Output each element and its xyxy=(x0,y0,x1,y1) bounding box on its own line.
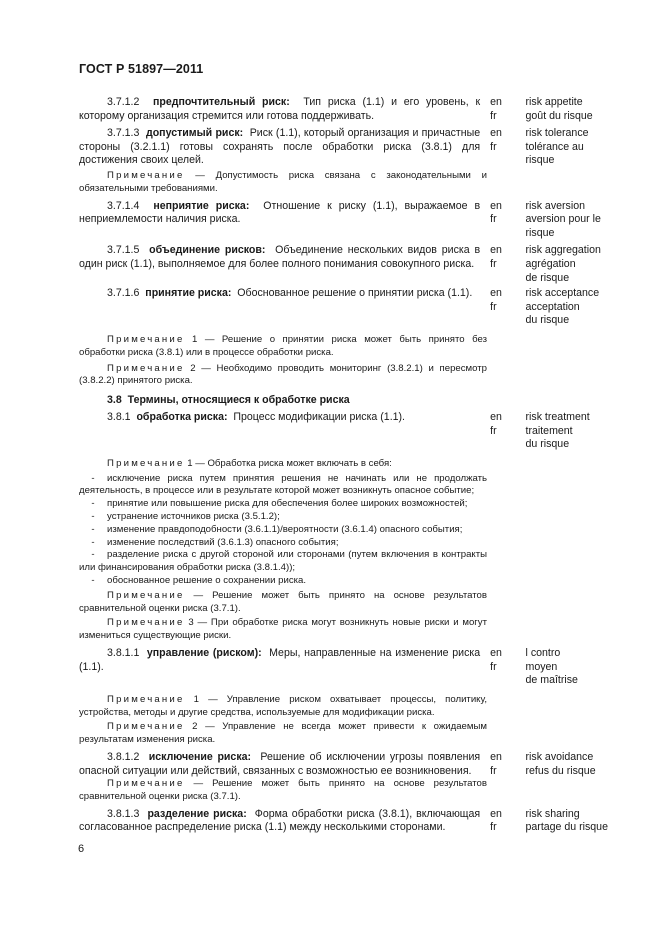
document-header: ГОСТ Р 51897—2011 xyxy=(79,62,204,76)
list-item: - принятие или повышение риска для обеспечения более широких возможностей; xyxy=(91,498,468,510)
term-name: принятие риска: xyxy=(145,287,232,300)
term-name: предпочтительный риск: xyxy=(153,96,290,108)
term-entry xyxy=(79,200,614,241)
term-entry xyxy=(79,127,614,168)
note: Примечание 1 — Решение о принятии риска может быть принято без обработки риска (3.8.1) или в процессе обработки риска. xyxy=(79,333,487,358)
list-item: - исключение риска путем принятия решения не начинать или не продолжать деятельность, в процессе или в результате которой может возникнуть опасное событие; xyxy=(79,472,487,497)
term-entry xyxy=(79,96,614,123)
term-definition: 3.7.1.3 допустимый риск: Риск (1.1), который организация и причастные стороны (3.2.1.1) готовы сохранять после обработки риска (3.8.1) для достижения своих целей. xyxy=(79,127,481,167)
list-item: - разделение риска с другой стороной или сторонами (путем включения в контракты или финансирования обработки риска (3.8.1.4)); xyxy=(79,549,487,574)
term-definition: 3.8.1.3 разделение риска: Форма обработки риска (3.8.1), включающая согласованное распределение риска (1.1) между несколькими сторонами. xyxy=(79,807,481,834)
note: Примечание 2 — Управление не всегда может привести к ожидаемым результатам изменения риска. xyxy=(79,721,487,746)
translations: risk acceptance acceptation du risque xyxy=(525,287,600,327)
term-entry xyxy=(79,244,614,285)
term-definition: 3.7.1.5 объединение рисков: Объединение нескольких видов риска в один риск (1.1), выполняемое для более полного понимания совокупного риска. xyxy=(79,244,481,270)
term-definition: 3.7.1.2 предпочтительный риск: Тип риска (1.1) и его уровень, к которому организация стремится или готова поддерживать. xyxy=(79,96,481,122)
lang-codes: en fr xyxy=(490,647,502,673)
lang-codes: en fr xyxy=(490,807,502,834)
lang-codes: en fr xyxy=(490,287,502,313)
section-heading: 3.8 Термины, относящиеся к обработке риска xyxy=(107,394,350,407)
list-item: - изменение правдоподобности (3.6.1.1)/вероятности (3.6.1.4) опасного события; xyxy=(91,523,463,535)
translations: risk treatment traitement du risque xyxy=(525,411,590,451)
lang-codes: en fr xyxy=(490,96,502,122)
term-entry xyxy=(79,751,614,778)
translations: risk avoidance refus du risque xyxy=(525,751,596,777)
list-item: - обоснованное решение о сохранении риска. xyxy=(91,575,307,587)
lang-codes: en fr xyxy=(490,411,502,437)
translations: risk tolerance tolérance au risque xyxy=(525,127,589,167)
term-entry xyxy=(79,647,614,688)
term-name: объединение рисков: xyxy=(149,244,266,257)
bullet-list xyxy=(79,473,487,588)
term-name: разделение риска: xyxy=(147,807,247,820)
term-name: обработка риска: xyxy=(136,411,228,424)
document-body xyxy=(79,96,614,835)
term-name: управление (риском): xyxy=(146,647,262,660)
note: Примечание — Решение может быть принято на основе результатов сравнительной оценки риска (3.7.1). xyxy=(79,778,487,802)
note: Примечание 3 — При обработке риска могут возникнуть новые риски и могут измениться существующие риски. xyxy=(79,617,487,642)
note: Примечание — Решение может быть принято на основе результатов сравнительной оценки риска (3.7.1). xyxy=(79,589,487,614)
term-definition: 3.8.1.2 исключение риска: Решение об исключении угрозы появления опасной ситуации или действий, связанных с возможностью ее возникновения. xyxy=(79,751,481,777)
translations: risk aggregation agrégation de risque xyxy=(525,244,601,284)
lang-codes: en fr xyxy=(490,751,502,777)
term-definition: 3.7.1.4 неприятие риска: Отношение к риску (1.1), выражаемое в неприемлемости наличия риска. xyxy=(79,199,481,226)
note: Примечание 2 — Необходимо проводить мониторинг (3.8.2.1) и пересмотр (3.8.2.2) принятого риска. xyxy=(79,362,487,387)
term-definition: 3.8.1.1 управление (риском): Меры, направленные на изменение риска (1.1). xyxy=(79,647,481,673)
term-name: допустимый риск: xyxy=(145,127,244,140)
term-entry xyxy=(79,287,614,328)
translations: risk aversion aversion pour le risque xyxy=(525,199,601,239)
term-entry xyxy=(79,808,614,835)
lang-codes: en fr xyxy=(490,127,502,153)
term-name: исключение риска: xyxy=(148,751,252,763)
translations: l contro moyen de maîtrise xyxy=(525,647,578,687)
term-definition: 3.7.1.6 принятие риска: Обоснованное решение о принятии риска (1.1). xyxy=(107,287,473,300)
list-item: - изменение последствий (3.6.1.3) опасного события; xyxy=(91,536,339,548)
page-number: 6 xyxy=(78,843,85,855)
list-item: - устранение источников риска (3.5.1.2); xyxy=(91,511,280,523)
term-entry xyxy=(79,411,614,452)
lang-codes: en fr xyxy=(490,199,502,226)
translations: risk sharing partage du risque xyxy=(525,807,608,834)
lang-codes: en fr xyxy=(490,244,502,270)
term-name: неприятие риска: xyxy=(153,199,250,212)
note: Примечание 1 — Управление риском охватывает процессы, политику, устройства, методы и другие средства, используемые для модификации риска. xyxy=(79,693,487,718)
term-definition: 3.8.1 обработка риска: Процесс модификации риска (1.1). xyxy=(107,411,405,424)
translations: risk appetite goût du risque xyxy=(525,96,593,122)
note: Примечание 1 — Обработка риска может включать в себя: xyxy=(107,457,392,469)
note: Примечание — Допустимость риска связана с законодательными и обязательными требованиями. xyxy=(79,169,488,194)
